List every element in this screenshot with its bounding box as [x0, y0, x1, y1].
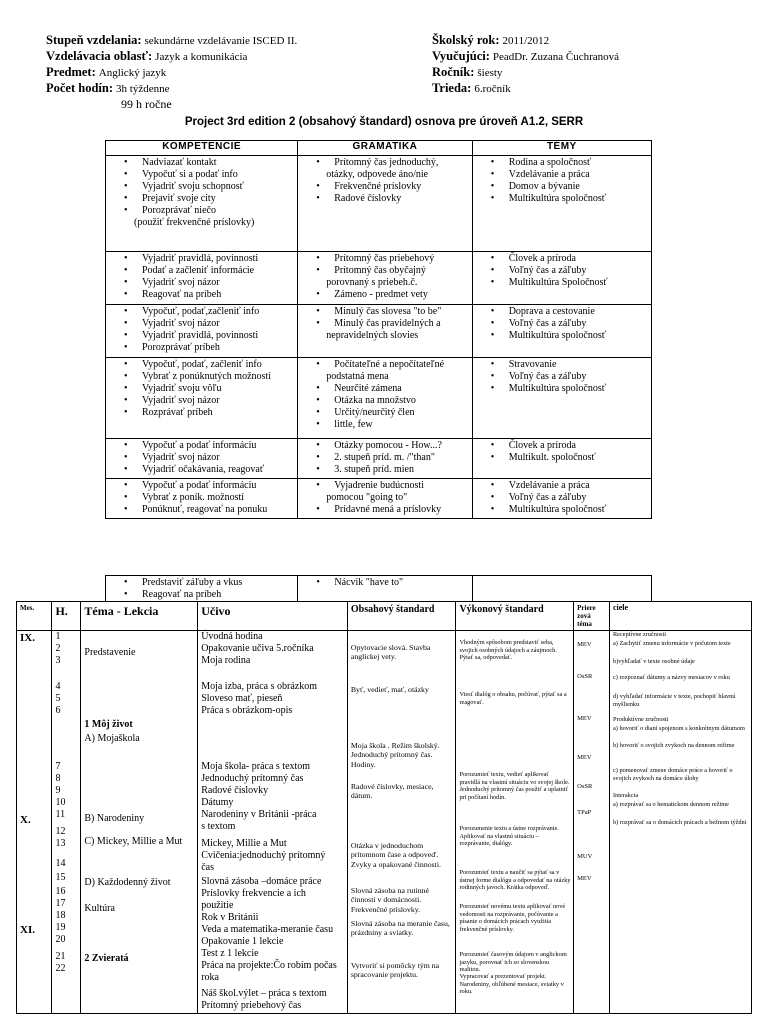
hour-number: 8 — [55, 773, 61, 784]
competence-table — [105, 140, 652, 519]
list-item: • Vypočuť a podať informáciu — [106, 480, 297, 492]
cross-topic-code: MEV — [577, 715, 592, 722]
curriculum-line: Test z 1 lekcie — [201, 948, 259, 959]
column-header-cross-topic: Priere zová téma — [574, 602, 610, 631]
list-item: • 3. stupeň príd. mien — [298, 464, 471, 476]
hour-number: 12 — [55, 826, 66, 837]
cell-gramatika — [298, 252, 472, 305]
content-standard-text: Vytvoriť si pomôcky tým na spracovanie projektu. — [350, 961, 440, 980]
list-item: • Vypočuť si a podať info — [106, 169, 297, 181]
list-item: • Vypočuť, podať, začleniť info — [106, 359, 297, 371]
goal-text: Interakcia — [612, 792, 639, 799]
list-item: • Vzdelávanie a práca — [473, 480, 651, 492]
hour-number: 2 — [55, 643, 61, 654]
cell-kompetencie — [106, 305, 298, 358]
hour-number: 9 — [55, 785, 61, 796]
list-item: • Doprava a cestovanie — [473, 306, 651, 318]
goal-text: b)vyhľadať v texte osobné údaje — [612, 658, 695, 665]
column-header-month: Mes. — [17, 602, 52, 631]
curriculum-line: Príslovky frekvencie a ich — [201, 888, 306, 899]
header-value: 6.ročník — [474, 83, 511, 95]
list-item: porovnaný s priebeh.č. — [326, 277, 418, 289]
curriculum-line: Úvodná hodina — [201, 631, 263, 642]
topic-label: D) Každodenný život — [84, 877, 171, 888]
list-item: • Multikultúra spoločnosť — [473, 330, 651, 342]
list-item: • Vyjadriť pravidlá, povinnosti — [106, 330, 297, 342]
list-item: • Vyjadriť svoj názor — [106, 452, 297, 464]
list-item: • Človek a príroda — [473, 440, 651, 452]
header-label: Stupeň vzdelania: — [46, 33, 142, 47]
curriculum-line: Sloveso mať, pieseň — [201, 693, 283, 704]
list-item: • Vyjadriť svoj názor — [106, 277, 297, 289]
curriculum-line: Práca na projekte:Čo robím počas — [201, 960, 337, 971]
list-item: • Multikultúra spoločnosť — [473, 383, 651, 395]
content-standard-text: Slovná zásoba na rutinné činnosti v domácnosti. Frekvenčné príslovky. — [350, 886, 430, 914]
cell-performance-standard — [456, 631, 574, 1014]
goal-text: c) rozpoznať dátumy a názvy mesiacov v roku — [612, 674, 730, 681]
curriculum-line: čas — [201, 862, 214, 873]
column-header-gramatika: GRAMATIKA — [298, 141, 472, 156]
goal-text: Receptívne zručnosti — [612, 631, 666, 638]
curriculum-line: Jednoduchý prítomný čas — [201, 773, 304, 784]
content-standard-text: Slovná zásoba na meranie času, prázdniny a sviatky. — [350, 919, 450, 938]
header-label: Vyučujúci: — [432, 49, 490, 63]
list-item: • Multikultúra Spoločnosť — [473, 277, 651, 289]
header-label: Ročník: — [432, 65, 475, 79]
plan-header-row — [17, 602, 752, 631]
column-header-performance-standard: Výkonový štandard — [456, 602, 574, 631]
list-item: • Vyjadriť očakávania, reagovať — [106, 464, 297, 476]
hour-number: 10 — [55, 797, 66, 808]
cell-content-standard — [347, 631, 456, 1014]
list-item: • Radové číslovky — [298, 193, 471, 205]
curriculum-line: Slovná zásoba –domáce práce — [201, 876, 322, 887]
month-label: XI. — [20, 924, 35, 936]
list-item: • Vyjadrenie budúcnosti — [298, 480, 471, 492]
header-row — [432, 80, 752, 96]
cell-gramatika — [298, 576, 472, 602]
topic-label: Predstavenie — [84, 647, 136, 658]
topic-label: 2 Zvieratá — [84, 953, 129, 964]
header-label: Predmet: — [46, 65, 96, 79]
cell-curriculum — [198, 631, 348, 1014]
list-item: • Ponúknuť, reagovať na ponuku — [106, 504, 297, 516]
curriculum-line: Opakovanie 1 lekcie — [201, 936, 284, 947]
list-item: • Rozprávať príbeh — [106, 407, 297, 419]
content-standard-text: Moja škola . Režim školský. Jednoduchý prítomný čas. Hodiny. — [350, 741, 440, 769]
performance-standard-text: Porozumieť časovým údajom v anglickom jazyku, porovnať ich so slovenskou realitou. — [459, 951, 567, 974]
topic-label: 1 Môj život — [84, 719, 133, 730]
list-item: (použiť frekvenčné príslovky) — [134, 217, 255, 229]
list-item: • Vyjadriť svoj názor — [106, 318, 297, 330]
goal-text: a) rozprávať sa o hematickom dennom režime — [612, 801, 729, 808]
curriculum-line: Moja izba, práca s obrázkom — [201, 681, 317, 692]
performance-standard-text: Vhodným spôsobom predstaviť seba, svojich osobných údajoch a záujmoch. Pýtať sa, odpovedať. — [459, 639, 557, 662]
list-item: • Počítateľné a nepočítateľné — [298, 359, 471, 371]
topic-label: Kultúra — [84, 903, 115, 914]
list-item: • Porozprávať príbeh — [106, 342, 297, 354]
curriculum-line: roka — [201, 972, 219, 983]
header-value: 2011/2012 — [502, 35, 550, 47]
cell-hours — [52, 631, 81, 1014]
list-item: nepravidelných slovies — [326, 330, 419, 342]
list-item: • 2. stupeň príd. m. /"than" — [298, 452, 471, 464]
curriculum-line: Mickey, Millie a Mut — [201, 838, 287, 849]
header-row — [46, 80, 426, 96]
hour-number: 6 — [55, 705, 61, 716]
competence-row — [106, 305, 652, 358]
cell-months — [17, 631, 52, 1014]
goal-text: a) Zachytiť zmenu informácie v počutom texte — [612, 640, 731, 647]
curriculum-line: Náš škol.výlet – práca s textom — [201, 988, 327, 999]
cell-temy — [472, 252, 651, 305]
list-item: • Prítomný čas obyčajný — [298, 265, 471, 277]
goal-text: d) vyhľadať informácie v texte, pochopiť hlavnú myšlienku — [612, 693, 736, 708]
cross-topic-code: MEV — [577, 754, 592, 761]
curriculum-line: Veda a matematika-meranie času — [201, 924, 334, 935]
list-item: • Neurčité zámena — [298, 383, 471, 395]
hour-number: 13 — [55, 838, 66, 849]
header-info-left — [46, 32, 426, 112]
content-standard-text: Opytovacie slová. Stavba anglickej vety. — [350, 643, 431, 662]
list-item: • Vybrať z poník. možností — [106, 492, 297, 504]
list-item: • Voľný čas a záľuby — [473, 492, 651, 504]
hour-number: 3 — [55, 655, 61, 666]
cell-kompetencie — [106, 479, 298, 519]
table-row — [106, 576, 652, 602]
list-item: • Minulý čas slovesa "to be" — [298, 306, 471, 318]
list-item: • Reagovať na príbeh — [106, 589, 297, 601]
column-header-temy: TÉMY — [472, 141, 651, 156]
list-item: • Vypočuť, podať,začleniť info — [106, 306, 297, 318]
curriculum-line: s textom — [201, 821, 236, 832]
hour-number: 11 — [55, 809, 66, 820]
list-item: • Predstaviť záľuby a vkus — [106, 577, 297, 589]
month-label: X. — [20, 814, 31, 826]
competence-row — [106, 252, 652, 305]
header-row — [46, 48, 426, 64]
list-item: • Voľný čas a záľuby — [473, 371, 651, 383]
curriculum-line: Cvičenia:jednoduchý prítomný — [201, 850, 326, 861]
header-label: Školský rok: — [432, 33, 500, 47]
cell-kompetencie — [106, 439, 298, 479]
cross-topic-code: MEV — [577, 875, 592, 882]
cell-gramatika — [298, 305, 472, 358]
topic-label: A) Mojaškola — [84, 733, 140, 744]
list-item: otázky, odpovede áno/nie — [326, 169, 429, 181]
list-item: pomocou "going to" — [326, 492, 408, 504]
hour-number: 4 — [55, 681, 61, 692]
topic-label: B) Narodeniny — [84, 813, 145, 824]
header-value: šiesty — [477, 67, 503, 79]
list-item: • Vyjadriť svoju vôľu — [106, 383, 297, 395]
hour-number: 14 — [55, 858, 66, 869]
content-standard-text: Byť, vedieť, mať, otázky — [350, 685, 429, 694]
column-header-topic: Téma - Lekcia — [81, 602, 198, 631]
cell-cross-topic — [574, 631, 610, 1014]
header-value: sekundárne vzdelávanie ISCED II. — [144, 35, 298, 47]
content-standard-text: Radové číslovky, mesiace, dátum. — [350, 782, 434, 801]
hour-number: 17 — [55, 898, 66, 909]
list-item: • Multikultúra spoločnosť — [473, 504, 651, 516]
hour-number: 7 — [55, 761, 61, 772]
document-title: Project 3rd edition 2 (obsahový štandard) osnova pre úroveň A1.2, SERR — [184, 116, 584, 128]
goal-text: a) hovoriť o dianí spojenom s konkrétnym dátumom — [612, 725, 745, 732]
list-item: • Nadviazať kontakt — [106, 157, 297, 169]
list-item: • Prítomný čas priebehový — [298, 253, 471, 265]
list-item: • Multikultúra spoločnosť — [473, 193, 651, 205]
header-row — [46, 32, 426, 48]
curriculum-line: Narodeniny v Británii -práca — [201, 809, 317, 820]
header-row — [432, 48, 752, 64]
cell-temy — [472, 439, 651, 479]
cross-topic-code: MUV — [577, 853, 593, 860]
hour-number: 1 — [55, 631, 61, 642]
performance-standard-text: Viesť dialóg o obsahu, počúvať, pýtať sa a reagovať. — [459, 691, 567, 706]
list-item: • Voľný čas a záľuby — [473, 265, 651, 277]
hour-number: 15 — [55, 872, 66, 883]
cell-topics — [81, 631, 198, 1014]
cell-gramatika — [298, 156, 472, 252]
hour-number: 19 — [55, 922, 66, 933]
plan-body-row — [17, 631, 752, 1014]
cell-gramatika — [298, 439, 472, 479]
month-label: IX. — [20, 632, 35, 644]
column-header-curriculum: Učivo — [198, 602, 348, 631]
list-item: • Reagovať na príbeh — [106, 289, 297, 301]
hour-number: 22 — [55, 963, 66, 974]
header-value: 3h týždenne — [116, 83, 170, 95]
list-item: • Otázka na množstvo — [298, 395, 471, 407]
cell-kompetencie — [106, 576, 298, 602]
cell-temy — [472, 479, 651, 519]
curriculum-line: Práca s obrázkom-opis — [201, 705, 293, 716]
curriculum-line: Moja rodina — [201, 655, 251, 666]
column-header-goals: ciele — [609, 602, 751, 631]
performance-standard-text: Porozumenie textu a ústne rozprávanie. Aplikovať na vlastnú situáciu – rozprávanie, dialógy. — [459, 825, 559, 848]
cell-goals — [609, 631, 751, 1014]
content-standard-text: Otázka v jednoduchom prítomnom čase a odpoveď. Zvyky a opakované činnosti. — [350, 841, 441, 869]
column-header-kompetencie: KOMPETENCIE — [106, 141, 298, 156]
lesson-plan-table — [16, 601, 752, 1014]
header-value: Jazyk a komunikácia — [155, 51, 248, 63]
cell-kompetencie — [106, 358, 298, 439]
goal-text: c) pomenovať zmene domáce práce a hovoriť o svojich zvykoch na domáce úlohy — [612, 767, 733, 782]
cell-gramatika — [298, 358, 472, 439]
cross-topic-code: OsSR — [577, 673, 593, 680]
list-item: • little, few — [298, 419, 471, 431]
cross-topic-code: MEV — [577, 641, 592, 648]
list-item: • Vyjadriť svoj názor — [106, 395, 297, 407]
list-item: • Vzdelávanie a práca — [473, 169, 651, 181]
list-item: • Vybrať z ponúknutých možností — [106, 371, 297, 383]
list-item: • Multikult. spoločnosť — [473, 452, 651, 464]
competence-header-row — [106, 141, 652, 156]
header-row — [432, 32, 752, 48]
cell-temy — [472, 305, 651, 358]
performance-standard-text: Porozumieť novému textu aplikovať nové vedomosti na rozprávanie, počúvanie a písanie o domácich prácach využitia frekvenčné príslovky. — [459, 903, 566, 933]
list-item: • Podať a začleniť informácie — [106, 265, 297, 277]
header-value: PeadDr. Zuzana Čuchranová — [492, 51, 620, 63]
list-item: • Človek a príroda — [473, 253, 651, 265]
hour-number: 16 — [55, 886, 66, 897]
performance-standard-text: Porozumieť textu, vedieť aplikovať pravidlá na vlastnú situáciu vo svojej škole. Jednoduchý prítomný čas použiť a uplatniť pri počítaní hodín. — [459, 771, 570, 801]
list-item: podstatná mena — [326, 371, 389, 383]
column-header-hour: H. — [52, 602, 81, 631]
list-item: • Prídavné mená a príslovky — [298, 504, 471, 516]
curriculum-line: Prítomný priebehový čas — [201, 1000, 302, 1011]
list-item: • Prítomný čas jednoduchý, — [298, 157, 471, 169]
list-item: • Domov a bývanie — [473, 181, 651, 193]
header-label: Vzdelávacia oblasť: — [46, 49, 153, 63]
list-item: • Nácvik "have to" — [298, 577, 471, 589]
header-row — [46, 64, 426, 80]
curriculum-line: Opakovanie učiva 5.ročníka — [201, 643, 314, 654]
header-value: Anglický jazyk — [98, 67, 167, 79]
cross-topic-code: OsSR — [577, 783, 593, 790]
competence-row — [106, 439, 652, 479]
goal-text: Produktívne zručnosti — [612, 716, 669, 723]
curriculum-line: Moja škola- práca s textom — [201, 761, 311, 772]
hour-number: 21 — [55, 951, 66, 962]
list-item: • Otázky pomocou - How...? — [298, 440, 471, 452]
header-value: 99 h ročne — [121, 97, 172, 111]
list-item: • Zámeno - predmet vety — [298, 289, 471, 301]
cross-topic-code: TPaP — [577, 809, 592, 816]
header-label: Trieda: — [432, 81, 472, 95]
list-item: • Voľný čas a záľuby — [473, 318, 651, 330]
cell-temy — [472, 576, 651, 602]
goal-text: b) hovoriť o svojich zvykoch na dennom režime — [612, 742, 735, 749]
goal-text: b) rozprávať sa o domácich prácach a bežnom týždni — [612, 819, 747, 826]
hour-number: 20 — [55, 934, 66, 945]
competence-row — [106, 156, 652, 252]
column-header-content-standard: Obsahový štandard — [347, 602, 456, 631]
header-label: Počet hodín: — [46, 81, 114, 95]
list-item: • Vypočuť a podať informáciu — [106, 440, 297, 452]
header-row — [432, 64, 752, 80]
list-item: • Porozprávať niečo — [106, 205, 297, 217]
list-item: • Minulý čas pravidelných a — [298, 318, 471, 330]
cell-gramatika — [298, 479, 472, 519]
topic-label: C) Mickey, Millie a Mut — [84, 836, 183, 847]
list-item: • Frekvenčné príslovky — [298, 181, 471, 193]
list-item: • Vyjadriť pravidlá, povinnosti — [106, 253, 297, 265]
curriculum-line: použitie — [201, 900, 234, 911]
competence-row — [106, 479, 652, 519]
list-item: • Vyjadriť svoju schopnosť — [106, 181, 297, 193]
hour-number: 18 — [55, 910, 66, 921]
list-item: • Stravovanie — [473, 359, 651, 371]
list-item: • Prejaviť svoje city — [106, 193, 297, 205]
hour-number: 5 — [55, 693, 61, 704]
competence-table-continuation — [105, 575, 652, 602]
header-row — [46, 96, 426, 112]
curriculum-line: Dátumy — [201, 797, 234, 808]
header-info-right — [432, 32, 752, 96]
list-item: • Rodina a spoločnosť — [473, 157, 651, 169]
performance-standard-text: Porozumieť textu a naučiť sa pýtať sa v ústnej forme dialógu a odpovedať na otázky rodinných javoch. Krátka odpoveď. — [459, 869, 571, 892]
curriculum-line: Rok v Británii — [201, 912, 259, 923]
cell-temy — [472, 358, 651, 439]
cell-kompetencie — [106, 156, 298, 252]
curriculum-line: Radové číslovky — [201, 785, 269, 796]
cell-kompetencie — [106, 252, 298, 305]
list-item: • Určitý/neurčitý člen — [298, 407, 471, 419]
cell-temy — [472, 156, 651, 252]
performance-standard-text: Vypracovať a prezentovať projekt. Narodeniny, obľúbené mesiace, sviatky v roku. — [459, 973, 564, 996]
competence-row — [106, 358, 652, 439]
